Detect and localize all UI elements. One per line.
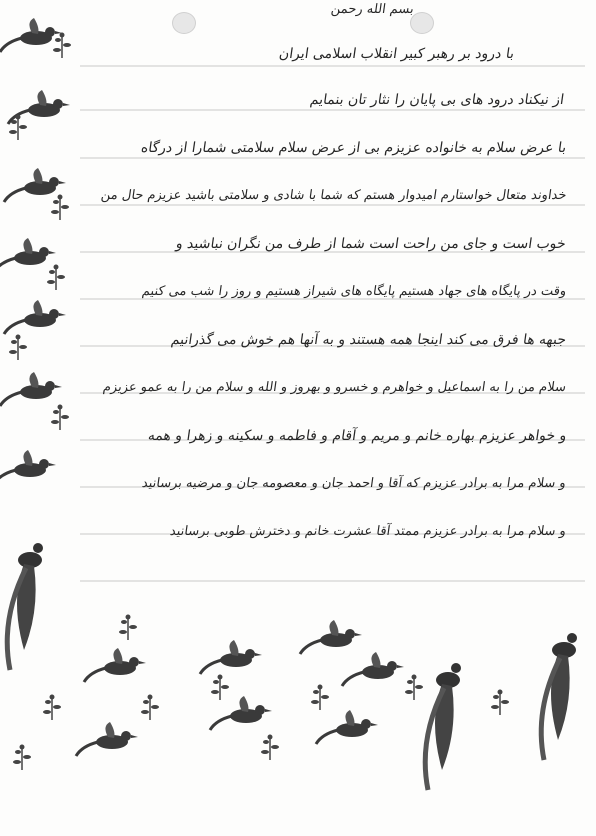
letter-line: خوب است و جای من راحت است شما از طرف من نگران نباشید و: [175, 236, 568, 252]
top-note: بسم الله رحمن: [330, 2, 416, 17]
letter-line: سلام من را به اسماعیل و خواهرم و خسرو و بهروز و الله و سلام من را به عمو عزیزم: [101, 380, 568, 395]
letter-line: و خواهر عزیزم بهاره خانم و مریم و آقام و فاطمه و سکینه و زهرا و همه: [146, 428, 568, 444]
letter-line: خداوند متعال خواستارم امیدوار هستم که شما با شادی و سلامتی باشید عزیزم حال من: [99, 188, 568, 203]
letter-line: از نیکناد درود های بی پایان را نثار تان بنمایم: [308, 92, 566, 108]
letter-line: و سلام مرا به برادر عزیزم که آقا و احمد جان و معصومه جان و مرضیه برسانید: [141, 476, 568, 491]
letter-line: و سلام مرا به برادر عزیزم ممتد آقا عشرت خانم و دخترش طوبی برسانید: [169, 524, 568, 539]
letter-line: با عرض سلام به خانواده عزیزم بی از عرض سلام سلامتی شمارا از درگاه: [139, 140, 568, 156]
letter-line: وقت در پایگاه های جهاد هستیم پایگاه های شیراز هستیم و روز را شب می کنیم: [140, 284, 568, 299]
letter-line: جبهه ها فرق می کند اینجا همه هستند و به آنها هم خوش می گذرانیم: [169, 332, 568, 348]
letter-line: با درود بر رهبر کبیر انقلاب اسلامی ایران: [277, 46, 516, 62]
letter-text: [74, 0, 574, 620]
